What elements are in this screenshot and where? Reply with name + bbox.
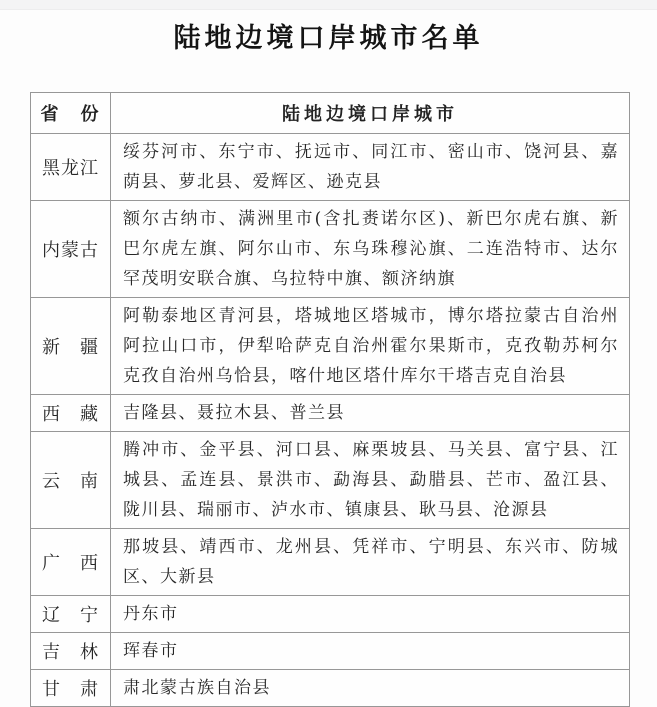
province-cell: 西 藏	[31, 395, 111, 432]
table-row	[31, 529, 630, 596]
table-row	[31, 395, 630, 432]
table-body	[31, 134, 630, 707]
province-cell: 吉 林	[31, 633, 111, 670]
cities-cell: 那坡县、靖西市、龙州县、凭祥市、宁明县、东兴市、防城区、大新县	[111, 529, 630, 596]
table-row	[31, 134, 630, 201]
cities-cell: 丹东市	[111, 596, 630, 633]
province-cell: 黑龙江	[31, 134, 111, 201]
table-row	[31, 298, 630, 395]
cities-cell: 腾冲市、金平县、河口县、麻栗坡县、马关县、富宁县、江城县、孟连县、景洪市、勐海县、勐腊县、芒市、盈江县、陇川县、瑞丽市、泸水市、镇康县、耿马县、沧源县	[111, 432, 630, 529]
cities-cell: 珲春市	[111, 633, 630, 670]
province-cell: 新 疆	[31, 298, 111, 395]
table-row	[31, 201, 630, 298]
scan-edge-artifact	[0, 0, 657, 10]
table-header-row	[31, 93, 630, 134]
cities-cell: 绥芬河市、东宁市、抚远市、同江市、密山市、饶河县、嘉荫县、萝北县、爱辉区、逊克县	[111, 134, 630, 201]
page-title: 陆地边境口岸城市名单	[173, 23, 484, 54]
table-row	[31, 670, 630, 707]
border-cities-table	[30, 92, 630, 707]
province-cell: 内蒙古	[31, 201, 111, 298]
province-cell: 广 西	[31, 529, 111, 596]
cities-cell: 吉隆县、聂拉木县、普兰县	[111, 395, 630, 432]
table-row	[31, 432, 630, 529]
province-cell: 甘 肃	[31, 670, 111, 707]
province-cell: 辽 宁	[31, 596, 111, 633]
cities-cell: 阿勒泰地区青河县，塔城地区塔城市，博尔塔拉蒙古自治州阿拉山口市，伊犁哈萨克自治州霍尔果斯市，克孜勒苏柯尔克孜自治州乌恰县，喀什地区塔什库尔干塔吉克自治县	[111, 298, 630, 395]
table-row	[31, 596, 630, 633]
cities-cell: 肃北蒙古族自治县	[111, 670, 630, 707]
column-header-province: 省 份	[31, 93, 111, 134]
province-cell: 云 南	[31, 432, 111, 529]
table-row	[31, 633, 630, 670]
column-header-cities: 陆地边境口岸城市	[111, 93, 630, 134]
cities-cell: 额尔古纳市、满洲里市(含扎赉诺尔区)、新巴尔虎右旗、新巴尔虎左旗、阿尔山市、东乌珠穆沁旗、二连浩特市、达尔罕茂明安联合旗、乌拉特中旗、额济纳旗	[111, 201, 630, 298]
